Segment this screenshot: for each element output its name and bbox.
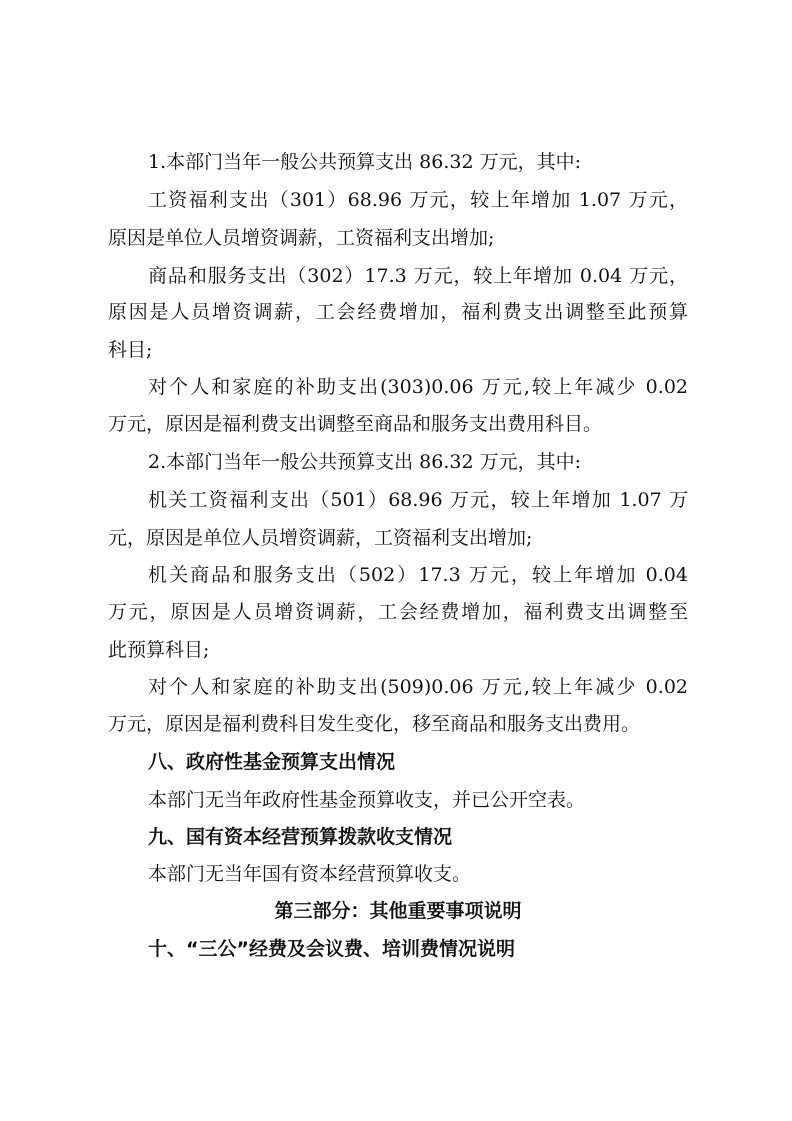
paragraph-subsidy-509-line2: 万元，原因是福利费科目发生变化，移至商品和服务支出费用。: [108, 713, 641, 735]
paragraph-salary-501-line1: 机关工资福利支出（501）68.96 万元，较上年增加 1.07 万: [148, 489, 688, 511]
section-8-heading: 八、政府性基金预算支出情况: [148, 751, 396, 773]
paragraph-goods-502-line3: 此预算科目;: [108, 639, 210, 661]
paragraph-subsidy-303-line1: 对个人和家庭的补助支出(303)0.06 万元,较上年减少 0.02: [148, 376, 688, 398]
paragraph-goods-502-line2: 万元，原因是人员增资调薪，工会经费增加，福利费支出调整至: [108, 601, 688, 623]
paragraph-goods-302-line2: 原因是人员增资调薪，工会经费增加，福利费支出调整至此预算: [108, 301, 688, 323]
paragraph-goods-302-line1: 商品和服务支出（302）17.3 万元，较上年增加 0.04 万元，: [148, 265, 688, 287]
paragraph-subsidy-303-line2: 万元，原因是福利费支出调整至商品和服务支出费用科目。: [108, 413, 603, 435]
paragraph-item1-intro: 1.本部门当年一般公共预算支出 86.32 万元，其中:: [148, 151, 582, 173]
paragraph-goods-502-line1: 机关商品和服务支出（502）17.3 万元，较上年增加 0.04: [148, 564, 688, 586]
paragraph-goods-302-line3: 科目;: [108, 339, 153, 361]
paragraph-salary-501-line2: 元，原因是单位人员增资调薪，工资福利支出增加;: [108, 527, 533, 549]
paragraph-subsidy-509-line1: 对个人和家庭的补助支出(509)0.06 万元,较上年减少 0.02: [148, 676, 688, 698]
part-3-title: 第三部分：其他重要事项说明: [274, 900, 522, 922]
paragraph-salary-301-line2: 原因是单位人员增资调薪，工资福利支出增加;: [108, 227, 495, 249]
section-8-text: 本部门无当年政府性基金预算收支，并已公开空表。: [148, 789, 586, 811]
section-9-text: 本部门无当年国有资本经营预算收支。: [148, 863, 472, 885]
section-10-heading: 十、“三公”经费及会议费、培训费情况说明: [148, 938, 515, 960]
paragraph-item2-intro: 2.本部门当年一般公共预算支出 86.32 万元，其中:: [148, 451, 582, 473]
section-9-heading: 九、国有资本经营预算拨款收支情况: [148, 826, 453, 848]
paragraph-salary-301-line1: 工资福利支出（301）68.96 万元，较上年增加 1.07 万元，: [148, 189, 688, 211]
